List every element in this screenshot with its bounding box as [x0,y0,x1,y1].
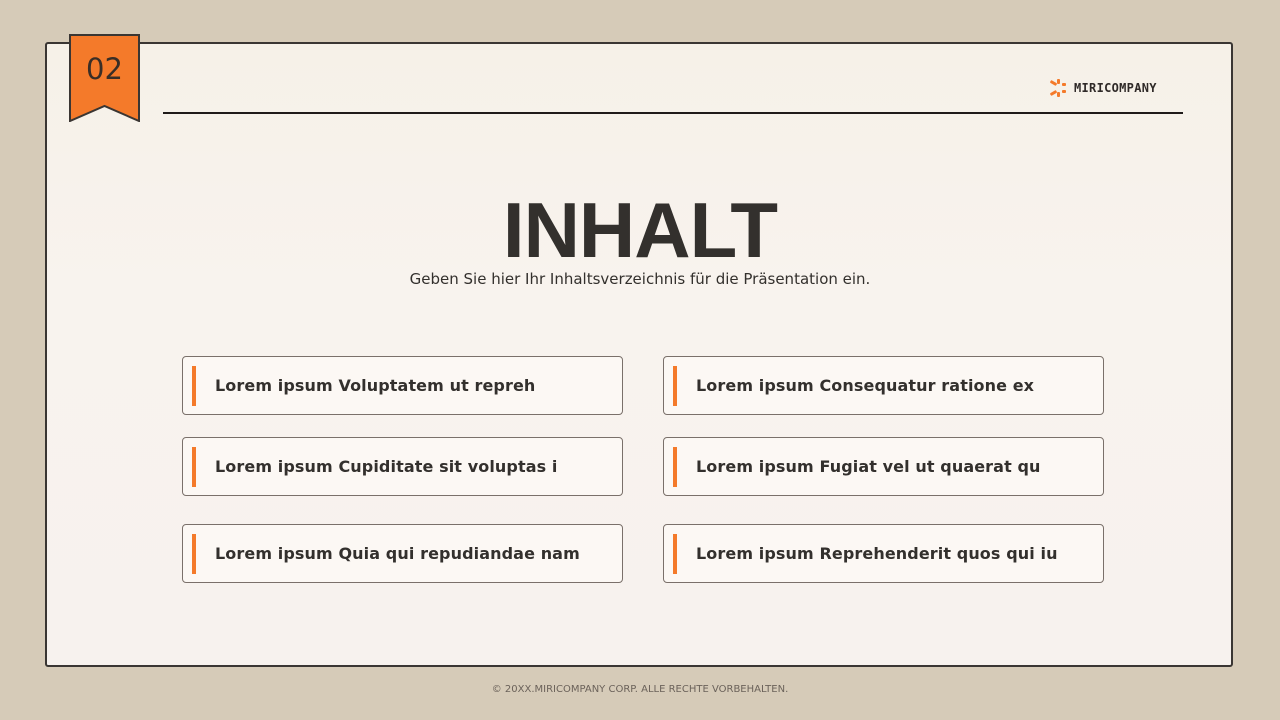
toc-item-2[interactable] [663,356,1104,415]
toc-item-label: Lorem ipsum Reprehenderit quos qui iu [696,544,1058,563]
page-title: INHALT [502,186,778,274]
accent-bar [192,366,196,406]
accent-bar [192,534,196,574]
toc-item-label: Lorem ipsum Consequatur ratione ex [696,376,1035,395]
toc-item-3[interactable] [182,437,623,496]
toc-item-label: Lorem ipsum Voluptatem ut repreh [215,376,536,395]
accent-bar [673,366,677,406]
page-number-badge [69,34,140,122]
toc-item-4[interactable] [663,437,1104,496]
page-number: 02 [86,52,123,86]
accent-bar [192,447,196,487]
copyright-footer: © 20XX.MIRICOMPANY CORP. ALLE RECHTE VORBEHALTEN. [491,684,789,695]
toc-item-label: Lorem ipsum Quia qui repudiandae nam [215,544,580,563]
toc-item-label: Lorem ipsum Cupiditate sit voluptas i [215,457,558,476]
accent-bar [673,534,677,574]
toc-item-1[interactable] [182,356,623,415]
accent-bar [673,447,677,487]
brand-logo [1049,78,1157,98]
asterisk-burst-icon [1049,78,1069,98]
header-divider [163,112,1183,114]
brand-name: MIRICOMPANY [1074,81,1157,95]
toc-item-6[interactable] [663,524,1104,583]
page-subtitle: Geben Sie hier Ihr Inhaltsverzeichnis für die Präsentation ein. [409,270,871,288]
toc-item-label: Lorem ipsum Fugiat vel ut quaerat qu [696,457,1041,476]
toc-item-5[interactable] [182,524,623,583]
